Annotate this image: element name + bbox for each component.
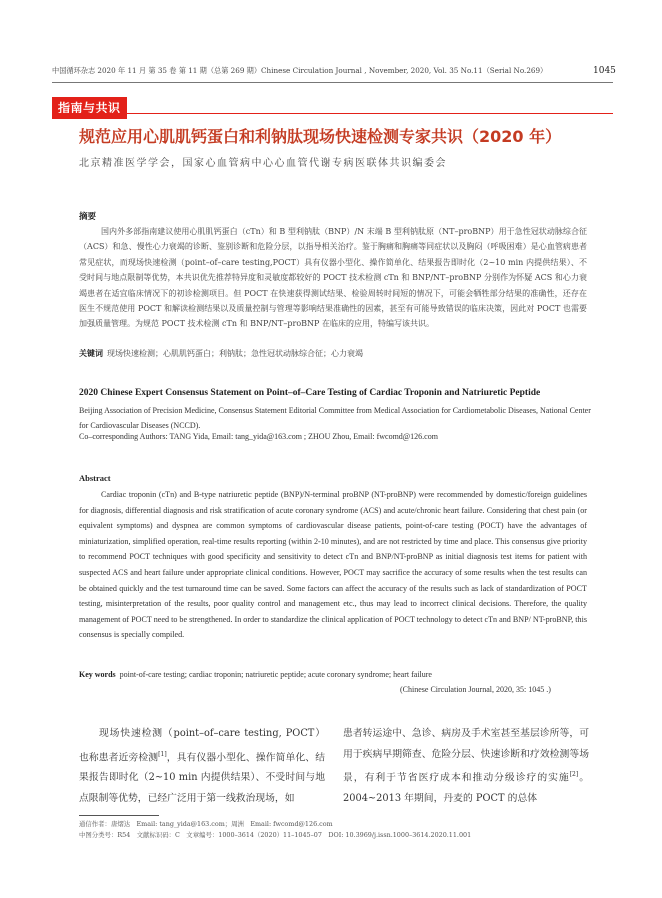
abstract-en-text: Cardiac troponin (cTn) and B-type natriuretic peptide (BNP)/N-terminal proBNP (NT-proBNP) were recommended by domestic/foreign guidelines for diagnosis, differential diagnosis and risk stratification of acute coronary syndrome (ACS) and acute/chronic heart failure. Considering that chest pain (or equivalent symptoms) and dyspnea are common symptoms of cardiovascular disease patients, point-of-care testing (POCT) have the advantages of miniaturization, simplified operation, real-time results reporting (within 2-10 minutes), and are not restricted by time and place. This consensus give priority to recommend POCT techniques with good specificity and sensitivity to detect cTn and BNP/NT-proBNP as initial diagnosis test items for patient with suspected ACS and heart failure under appropriate clinical conditions. However, POCT may sacrifice the accuracy of some results when the test results can be obtained quickly and the test turnaround time can be saved. Some factors can affect the accuracy of the results such as lack of standardization of POCT testing, misinterpretation of the results, poor quality control and management etc., thus may lead to incorrect clinical decisions. Therefore, the quality management of POCT need to be strengthened. In order to standardize the clinical application of POCT technology to detect cTn and BNP/ NT-proBNP, this consensus is specially compiled.: [79, 490, 587, 640]
abstract-zh-label: 摘要: [79, 212, 97, 222]
keywords-zh-text: 现场快速检测；心肌肌钙蛋白；利钠肽；急性冠状动脉综合征；心力衰竭: [107, 349, 363, 358]
body-column-left: [79, 724, 325, 809]
keywords-en: [79, 670, 432, 679]
affiliation-en: Beijing Association of Precision Medicine, Consensus Statement Editorial Committee from Medical Association for Cardiometabolic Diseases, National Center for Cardiovascular Diseases (NCCD).: [79, 406, 591, 430]
section-badge: 指南与共识: [52, 97, 127, 119]
citation-en: (Chinese Circulation Journal, 2020, 35: 1045 .): [400, 685, 551, 694]
authors-zh: 北京精准医学学会，国家心血管病中心心血管代谢专病医联体共识编委会: [79, 158, 447, 169]
keywords-zh-label: 关键词: [79, 349, 103, 358]
body-left-text: 现场快速检测（point–of–care testing, POCT）也称患者近旁检测: [79, 728, 325, 763]
body-column-right: [343, 724, 589, 809]
article-title-zh: 规范应用心肌肌钙蛋白和利钠肽现场快速检测专家共识（2020 年）: [79, 127, 562, 146]
body-left-text-2: ，具有仪器小型化、操作简单化、结果报告即时化（2~10 min 内提供结果）、不受时间与地点限制等优势，已经广泛用于第一线救治现场，如: [79, 751, 326, 804]
footnote-rule: [79, 815, 159, 816]
keywords-zh: [79, 348, 363, 359]
header-rule: [52, 82, 613, 83]
footnote-classification: 中图分类号：R54 文献标识码：C 文章编号：1000–3614（2020）11–1045–07 DOI: 10.3969/j.issn.1000–3614.2020.11.001: [79, 831, 472, 839]
abstract-zh-text: 国内外多部指南建议使用心肌肌钙蛋白（cTn）和 B 型利钠肽（BNP）/N 末端 B 型利钠肽原（NT–proBNP）用于急性冠状动脉综合征（ACS）和急、慢性心力衰竭的诊断、鉴别诊断和危险分层，以指导相关治疗。鉴于胸痛和胸痛等同症状以及胸闷（呼吸困难）是心血管病患者常见症状，而现场快速检测（point–of–care testing,POCT）具有仪器小型化、操作简单化、结果报告即时化（2~10 min 内提供结果）、不受时间与地点限制等优势，本共识优先推荐特异度和灵敏度都较好的 POCT 技术检测 cTn 和 BNP/NT–proBNP 分别作为怀疑 ACS 和心力衰竭患者在适宜临床情况下的初诊检测项目。但 POCT 在快速获得测试结果、检验周转时间短的情况下，可能会牺牲部分结果的准确性，还存在医生不规范使用 POCT 和解读检测结果以及质量控制与管理等影响结果准确性的因素，甚至有可能导致错误的临床决策，因此对 POCT 也需要加强质量管理。为规范 POCT 技术检测 cTn 和 BNP/NT–proBNP 在临床的应用，特编写该共识。: [79, 227, 587, 329]
abstract-en-label: Abstract: [79, 473, 111, 483]
footnote-correspondence: 通信作者：唐熠达 Email: tang_yida@163.com；周洲 Email: fwcomd@126.com: [79, 820, 333, 828]
ref-link-2[interactable]: [2]: [569, 771, 579, 778]
page-number: 1045: [593, 66, 616, 76]
section-rule: [52, 113, 613, 114]
keywords-en-text: point-of-care testing; cardiac troponin; natriuretic peptide; acute coronary syndrome; heart failure: [119, 670, 432, 679]
article-title-en: 2020 Chinese Expert Consensus Statement on Point–of–Care Testing of Cardiac Troponin and Natriuretic Peptide: [79, 388, 541, 398]
ref-link-1[interactable]: [1]: [158, 750, 167, 758]
body-right-text-2: 。2004~2013 年期间，丹麦的 POCT 的总体: [343, 772, 590, 804]
body-right-text: 患者转运途中、急诊、病房及手术室甚至基层诊所等，可用于疾病早期筛查、危险分层、快速诊断和疗效检测等场景，有利于节省医疗成本和推动分级诊疗的实施: [343, 728, 589, 784]
keywords-en-label: Key words: [79, 670, 116, 679]
journal-header: 中国循环杂志 2020 年 11 月 第 35 卷 第 11 期（总第 269 期）Chinese Circulation Journal , November, 2020, Vol. 35 No.11（Serial No.269）: [52, 66, 548, 75]
corresponding-authors: Co–corresponding Authors: TANG Yida, Email: tang_yida@163.com ; ZHOU Zhou, Email: fwcomd@126.com: [79, 432, 438, 441]
